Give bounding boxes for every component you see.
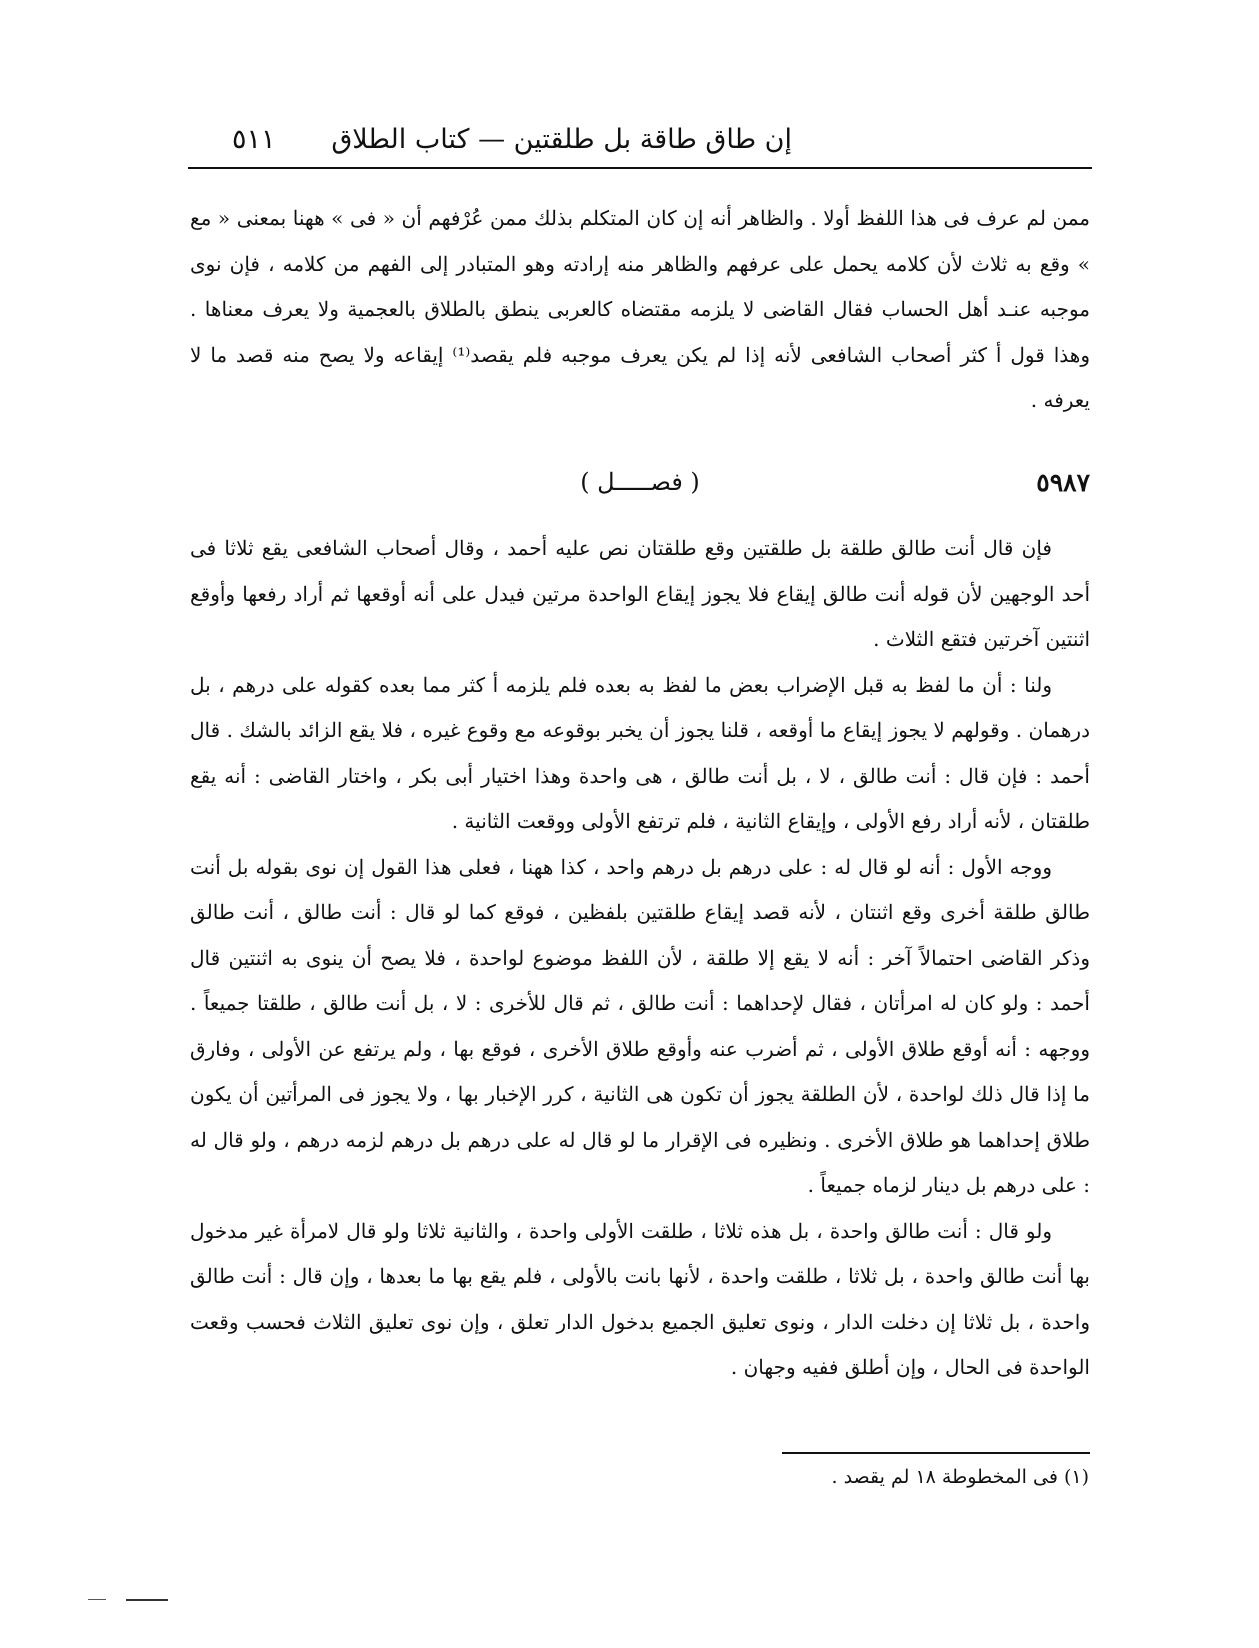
footnote-divider: [782, 1452, 1090, 1454]
paragraph-2: ولنا : أن ما لفظ به قبل الإضراب بعض ما لفظ به بعده فلم يلزمه أ كثر مما بعده كقوله على درهم ، بل درهمان . وقولهم لا يجوز إيقاع ما أوقعه ، قلنا يجوز أن يخبر بوقوعه مع وقوع غيره ، فلا يقع الزائد بالشك . قال أحمد : فإن قال : أنت طالق ، لا ، بل أنت طالق ، هى واحدة وهذا اختيار أبى بكر ، واختار القاضى : أنه يقع طلقتان ، لأنه أراد رفع الأولى ، وإيقاع الثانية ، فلم ترتفع الأولى ووقعت الثانية .: [190, 672, 1090, 833]
page-header: [188, 118, 1092, 168]
section-number: ٥٩٨٧: [1036, 468, 1090, 497]
intro-text-block: [190, 196, 1090, 424]
intro-paragraph: ممن لم عرف فى هذا اللفظ أولا . والظاهر أنه إن كان المتكلم بذلك ممن عُرْفهم أن « فى » ههنا بمعنى « مع » وقع به ثلاث لأن كلامه يحمل على عرفهم والظاهر منه إرادته وهو المتبادر إلى الفهم من كلامه ، فإن نوى موجبه عنـد أهل الحساب فقال القاضى لا يلزمه مقتضاه كالعربى ينطق بالطلاق بالعجمية ولا يعرف معناها . وهذا قول أ كثر أصحاب الشافعى لأنه إذا لم يكن يعرف موجبه فلم يقصد⁽¹⁾ إيقاعه ولا يصح منه قصد ما لا يعرفه .: [190, 206, 1090, 412]
paragraph-1: فإن قال أنت طالق طلقة بل طلقتين وقع طلقتان نص عليه أحمد ، وقال أصحاب الشافعى يقع ثلاثا فى أحد الوجهين لأن قوله أنت طالق إيقاع فلا يجوز إيقاع الواحدة مرتين فيدل على أنه أوقعها ثم أراد رفعها وأوقع اثنتين آخرتين فتقع الثلاث .: [190, 536, 1090, 651]
scan-mark: [88, 1599, 106, 1600]
paragraph-3: ووجه الأول : أنه لو قال له : على درهم بل درهم واحد ، كذا ههنا ، فعلى هذا القول إن نوى بقوله بل أنت طالق طلقة أخرى وقع اثنتان ، لأنه قصد إيقاع طلقتين بلفظين ، فوقع كما لو قال : أنت طالق ، أنت طالق وذكر القاضى احتمالاً آخر : أنه لا يقع إلا طلقة ، لأن اللفظ موضوع لواحدة ، فلا يصح أن ينوى به اثنتين قال أحمد : ولو كان له امرأتان ، فقال لإحداهما : أنت طالق ، ثم قال للأخرى : لا ، بل أنت طالق ، طلقتا جميعاً . ووجهه : أنه أوقع طلاق الأولى ، ثم أضرب عنه وأوقع طلاق الأخرى ، فوقع بها ، ولم يرتفع عن الأولى ، وفارق ما إذا قال ذلك لواحدة ، لأن الطلقة يجوز أن تكون هى الثانية ، كرر الإخبار بها ، ولا يجوز فى المرأتين أن يكون طلاق إحداهما هو طلاق الأخرى . ونظيره فى الإقرار ما لو قال له على درهم بل درهم لزمه درهم ، ولو قال له : على درهم بل دينار لزماه جميعاً .: [190, 854, 1090, 1197]
scan-mark: [126, 1599, 168, 1601]
running-title: إن طاق طاقة بل طلقتين — كتاب الطلاق: [331, 124, 792, 155]
section-heading: [190, 468, 1090, 514]
footnote: (١) فى المخطوطة ١٨ لم يقصد .: [831, 1466, 1089, 1488]
paragraph-4: ولو قال : أنت طالق واحدة ، بل هذه ثلاثا ، طلقت الأولى واحدة ، والثانية ثلاثا ولو قال لامرأة غير مدخول بها أنت طالق واحدة ، بل ثلاثا ، طلقت واحدة ، لأنها بانت بالأولى ، فلم يقع بها ما بعدها ، وإن قال : أنت طالق واحدة ، بل ثلاثا إن دخلت الدار ، ونوى تعليق الجميع بدخول الدار تعلق ، وإن نوى تعليق الثلاث فحسب وقعت الواحدة فى الحال ، وإن أطلق ففيه وجهان .: [190, 1218, 1090, 1379]
page-number: ٥١١: [232, 124, 276, 155]
header-divider: [188, 167, 1092, 169]
section-title: ( فصـــــل ): [580, 468, 700, 496]
scan-marks: [88, 1598, 168, 1602]
section-body: [190, 526, 1090, 1391]
